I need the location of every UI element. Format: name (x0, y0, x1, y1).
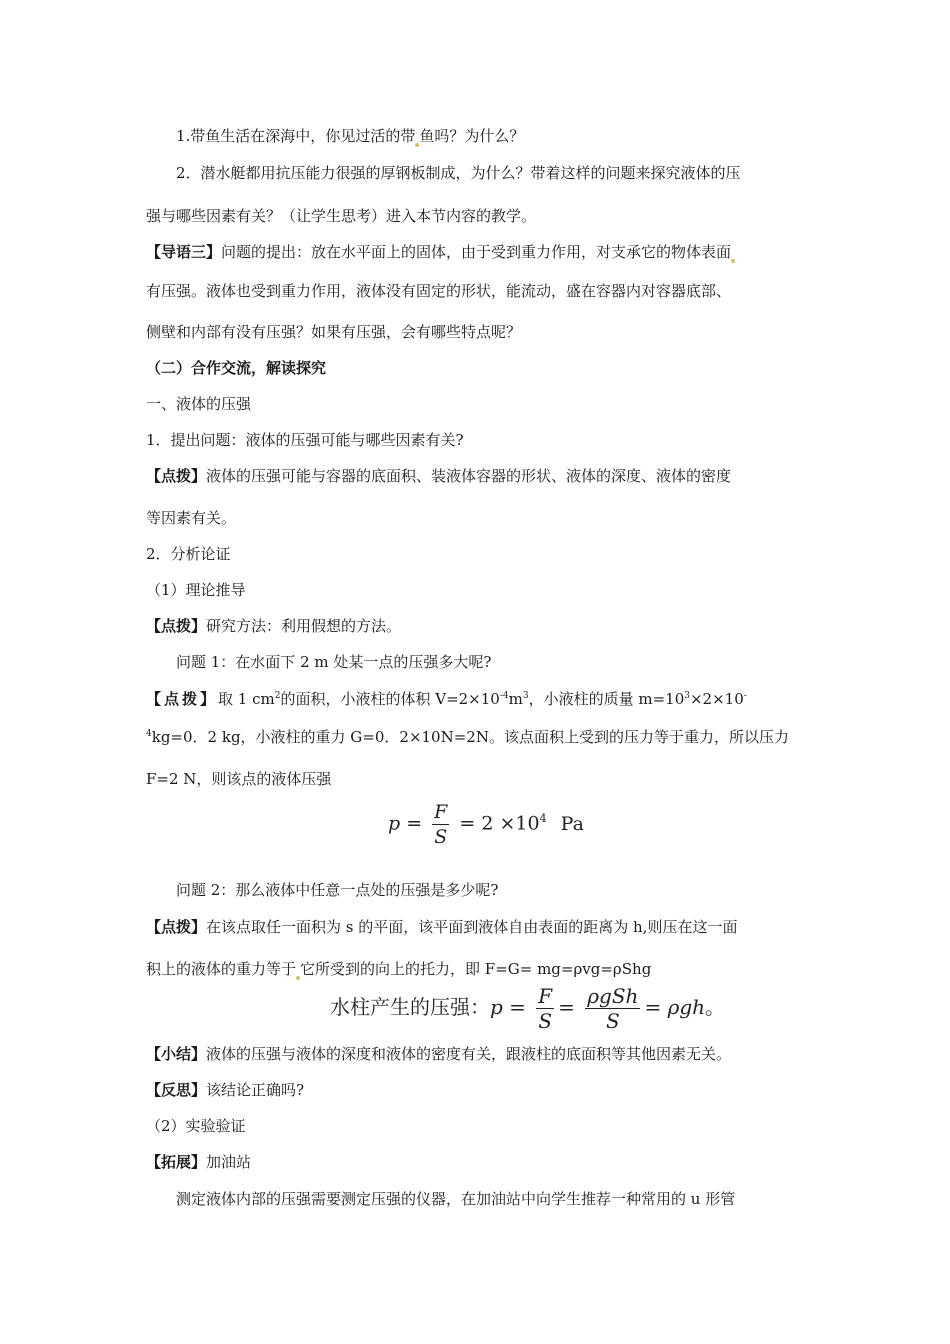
formula-2-fraction-2 (585, 984, 640, 1033)
formula-2-fraction-1 (536, 984, 554, 1033)
heading-liquid-pressure: 一、液体的压强 (146, 395, 252, 413)
formula-1-rhs: = 2 ×10 (459, 812, 540, 835)
question-1: 问题 1：在水面下 2 m 处某一点的压强多大呢? (176, 653, 492, 671)
formula-1-lhs: p = (388, 812, 423, 835)
superscript: 3 (522, 691, 529, 701)
formula-1-denominator: S (434, 826, 448, 848)
summary-text: 液体的压强与液体的深度和液体的密度有关，跟液柱的底面积等其他因素无关。 (206, 1045, 732, 1063)
paragraph-3-line-3: 侧壁和内部有没有压强？如果有压强，会有哪些特点呢？ (146, 323, 522, 341)
theory-heading: （1）理论推导 (146, 581, 246, 599)
ink-dot (731, 259, 735, 263)
formula-1-numerator: F (434, 801, 448, 823)
tip-3-line-1 (146, 688, 747, 710)
tip-4-line-1 (146, 916, 737, 938)
formula-2-denominator-1: S (538, 1009, 553, 1033)
tip-3-text-3: m (508, 690, 523, 708)
paragraph-1 (176, 125, 524, 147)
tip-tag: 【点拨】 (146, 467, 207, 485)
experiment-heading: （2）实验验证 (146, 1117, 246, 1135)
paragraph-1-text-b: 鱼吗？为什么？ (419, 127, 525, 145)
formula-2-lhs: p = (490, 995, 526, 1019)
formula-water-column-pressure (330, 984, 725, 1033)
superscript: 4 (146, 729, 152, 739)
reflection (146, 1079, 304, 1101)
analysis-heading: 2．分析论证 (146, 545, 231, 563)
summary-tag: 【小结】 (146, 1045, 207, 1063)
formula-2-rhs: = ρgh (644, 995, 706, 1019)
formula-1-unit: Pa (560, 812, 584, 835)
reflection-text: 该结论正确吗? (206, 1081, 305, 1099)
formula-2-end: 。 (705, 995, 726, 1019)
tip-tag: 【点拨】 (146, 690, 219, 708)
tip-3-text-4: ，小液柱的质量 m=10 (528, 690, 685, 708)
paragraph-2-line-2: 强与哪些因素有关？（让学生思考）进入本节内容的教学。 (146, 207, 537, 225)
tip-3-text-b: kg=0．2 kg，小液柱的重力 G=0．2×10N=2N。该点面积上受到的压力等于重力，所以压力 (151, 728, 789, 746)
tip-2 (146, 615, 401, 637)
formula-2-equals: = (558, 995, 575, 1019)
tip-4-line-2 (146, 958, 651, 980)
tip-4-text-b2: 它所受到的向上的托力，即 F=G= mg=ρvg=ρShg (300, 960, 652, 978)
paragraph-3-text-a: 问题的提出：放在水平面上的固体，由于受到重力作用，对支承它的物体表面 (221, 243, 732, 261)
section-heading-2: （二）合作交流，解读探究 (146, 359, 327, 377)
superscript: 3 (684, 691, 690, 701)
tip-3-line-2 (146, 726, 789, 748)
tip-4-text-b1: 积上的液体的重力等于 (146, 960, 297, 978)
question-2: 问题 2：那么液体中任意一点处的压强是多少呢? (176, 881, 499, 899)
formula-1-fraction (432, 800, 449, 849)
last-paragraph: 测定液体内部的压强需要测定压强的仪器，在加油站中向学生推荐一种常用的 u 形管 (176, 1190, 736, 1208)
tip-1-line-2: 等因素有关。 (146, 509, 237, 527)
tip-tag: 【点拨】 (146, 617, 207, 635)
tip-3-text-5: ×2×10 (689, 690, 744, 708)
question-item-1: 1．提出问题：液体的压强可能与哪些因素有关? (146, 431, 464, 449)
paragraph-2-line-1: 2．潜水艇都用抗压能力很强的厚钢板制成，为什么？带着这样的问题来探究液体的压 (176, 164, 741, 182)
formula-1-exponent: 4 (539, 812, 547, 826)
formula-2-numerator-2: ρgSh (587, 984, 639, 1008)
formula-2-prefix: 水柱产生的压强： (330, 995, 490, 1019)
tip-2-text: 研究方法：利用假想的方法。 (206, 617, 402, 635)
tip-3-text-2: 的面积，小液柱的体积 V=2×10 (280, 690, 500, 708)
superscript: -4 (499, 691, 509, 701)
reflection-tag: 【反思】 (146, 1081, 207, 1099)
formula-2-numerator-1: F (538, 984, 553, 1008)
tip-4-text-a: 在该点取任一面积为 s 的平面，该平面到液体自由表面的距离为 h,则压在这一面 (206, 918, 738, 936)
tip-tag: 【点拨】 (146, 918, 207, 936)
paragraph-1-text-a: 1.带鱼生活在深海中，你见过活的带 (176, 127, 416, 145)
tip-1-text-a: 液体的压强可能与容器的底面积、装液体容器的形状、液体的深度、液体的密度 (206, 467, 732, 485)
extension (146, 1151, 251, 1173)
paragraph-3-line-2: 有压强。液体也受到重力作用，液体没有固定的形状，能流动，盛在容器内对容器底部、 (146, 282, 732, 300)
formula-2-denominator-2: S (606, 1009, 620, 1033)
superscript: 2 (274, 691, 281, 701)
paragraph-3-line-1 (146, 241, 735, 263)
guide-three-tag: 【导语三】 (146, 243, 222, 261)
extension-tag: 【拓展】 (146, 1153, 207, 1171)
superscript: - (743, 691, 747, 701)
tip-3-text-1: 取 1 cm (218, 690, 275, 708)
tip-3-line-3: F=2 N，则该点的液体压强 (146, 770, 332, 788)
tip-1-line-1 (146, 465, 731, 487)
extension-text: 加油站 (206, 1153, 252, 1171)
summary (146, 1043, 731, 1065)
formula-pressure-value (388, 800, 584, 849)
